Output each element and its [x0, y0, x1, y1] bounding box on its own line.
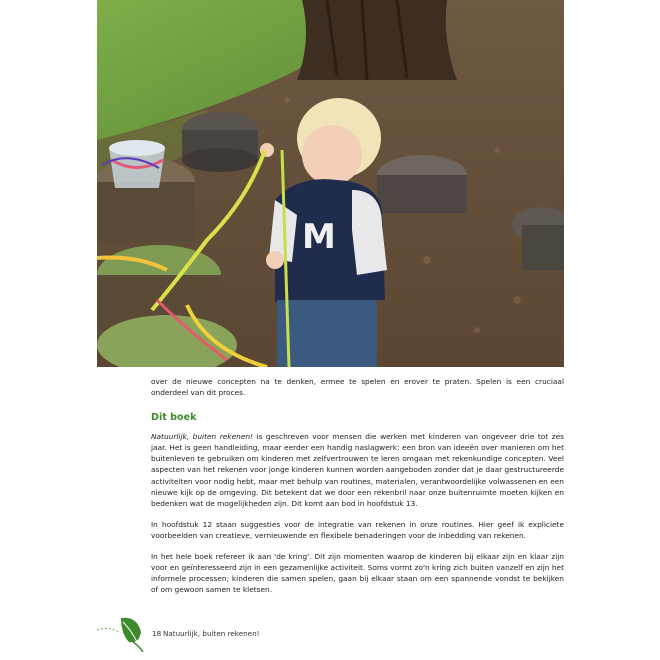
svg-text:M: M — [302, 217, 336, 257]
page-footer — [97, 612, 397, 652]
paragraph-2: In hoofdstuk 12 staan suggesties voor de integratie van rekenen in onze routines. Hier geef ik expliciete voorbeelden van creatieve, vernieuwende en flexibele benaderingen voor de inbedding van rekenen. — [151, 519, 564, 540]
paragraph-1 — [151, 431, 564, 509]
section-heading: Dit boek — [151, 412, 197, 424]
intro-paragraph: over de nieuwe concepten na te denken, ermee te spelen en erover te praten. Spelen is een cruciaal onderdeel van dit proces. — [151, 377, 564, 398]
paragraph-1-text: is geschreven voor mensen die werken met kinderen van ongeveer drie tot zes jaar. Het is geen handleiding, maar eerder een handig naslagwerk: een bron van ideeën over manieren om het buitenleven te gebruiken om kinderen met zelfvertrouwen te leren omgaan met rekenkundige concepten. Veel aspecten van het rekenen voor jonge kinderen kunnen worden aangeboden zonder dat je daar gestructureerde activiteiten voor nodig hebt, maar met behulp van routines, materialen, verantwoordelijke volwassenen en een nieuwe kijk op de omgeving. Dit betekent dat we door een rekenbril naar onze buitenruimte moeten kijken en bedenken wat de mogelijkheden zijn. Dit komt aan bod in hoofdstuk 13. — [151, 432, 564, 508]
body-text — [151, 376, 564, 605]
photo-child-with-ribbons — [97, 0, 564, 367]
page-number: 18 — [152, 629, 162, 638]
book-title-italic: Natuurlijk, buiten rekenen! — [151, 432, 254, 442]
footer-book-title: Natuurlijk, buiten rekenen! — [163, 629, 260, 638]
leaf-icon — [97, 612, 149, 652]
paragraph-3: In het hele boek refereer ik aan 'de kring'. Dit zijn momenten waarop de kinderen bij elkaar zijn en klaar zijn voor en geïnteresseerd zijn in een gezamenlijke activiteit. Soms vormt zo'n kring zich buiten vanzelf en zijn het informele processen; kinderen die samen spelen, gaan bij elkaar staan om een spannende vondst te bekijken of om gewoon samen te kletsen. — [151, 552, 564, 595]
chapter-photo — [97, 0, 564, 367]
